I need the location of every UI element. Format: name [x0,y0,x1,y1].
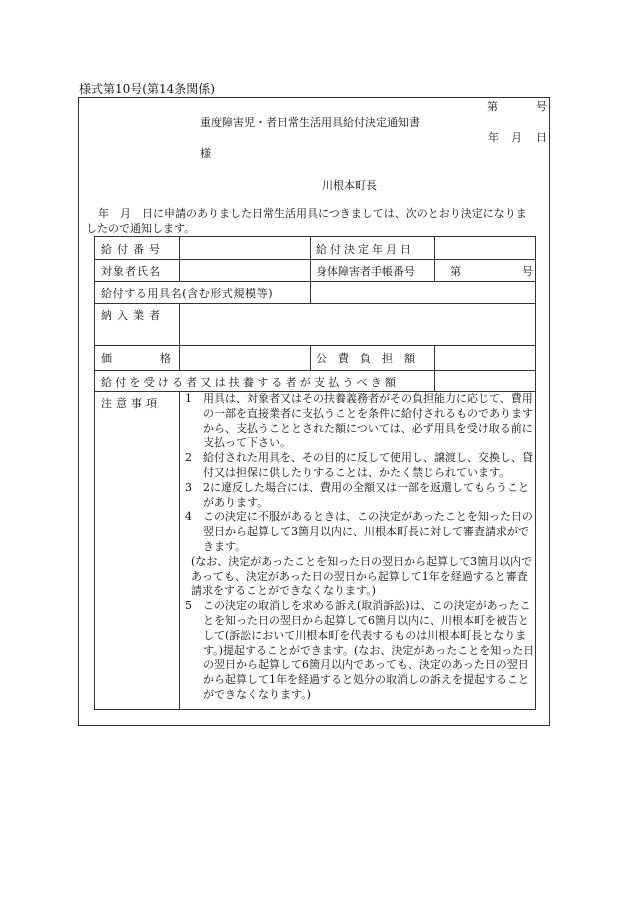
equipment-name-label: 給付する用具名(含む形式規模等) [101,287,274,300]
date-month-label: 月 [511,131,522,144]
note-item: 4 この決定に不服があるときは、この決定があったことを知った日の翌日から起算して3箇月以内に、川根本町長に対して審査請求ができます。 [185,510,533,553]
supplier-label: 納入業者 [101,309,165,322]
payable-amount-label: 給付を受ける者又は扶養する者が支払うべき額 [101,376,400,389]
notes-list [183,392,535,703]
handbook-number-label: 身体障害者手帳番号 [316,265,415,278]
handbook-number-suffix: 号 [522,265,533,278]
document-number-suffix: 号 [536,100,547,113]
date-day-label: 日 [536,131,547,144]
subject-name-label: 対象者氏名 [101,265,161,278]
document-number-prefix: 第 [487,100,498,113]
note-item: (なお、決定があったことを知った日の翌日から起算して3箇月以内であっても、決定があった日の翌日から起算して1年を経過すると審査請求をすることができなくなります。) [191,554,533,598]
addressee-honorific: 様 [200,147,211,160]
decision-date-label: 給付決定年月日 [316,243,414,256]
document-title: 重度障害児・者日常生活用具給付決定通知書 [200,116,420,129]
benefit-number-label: 給付番号 [101,243,165,256]
handbook-number-prefix: 第 [450,265,461,278]
note-item: 1 用具は、対象者又はその扶養義務者がその負担能力に応じて、費用の一部を直接業者に支払うことを条件に給付されるものでありますから、支払うこととされた額については、必ず用具を受け取る前に支払って下さい。 [185,392,533,450]
form-number-label: 様式第10号(第14条関係) [79,82,215,96]
note-item: 5 この決定の取消しを求める訴え(取消訴訟)は、この決定があったことを知った日の翌日から起算して6箇月以内に、川根本町を被告として(訴訟において川根本町を代表するものは川根本町長となります。)提起することができます。(なお、決定があったことを知った日の翌日から起算して6箇月以内であっても、決定のあった日の翌日から起算して1年を経過すると処分の取消しの訴えを提起することができなくなります。) [185,599,535,701]
note-item: 3 2に違反した場合には、費用の全額又は一部を返還してもらうことがあります。 [185,480,529,509]
price-label: 価格 [101,352,219,365]
intro-line-2: したので通知します。 [86,222,196,235]
notes-label: 注意事項 [101,397,161,410]
intro-line-1: 年 月 日に申請のありました日常生活用具につきましては、次のとおり決定になりま [98,207,527,220]
public-share-label: 公費負担額 [316,352,426,365]
intro-paragraph [86,206,546,236]
issuer-name: 川根本町長 [322,179,377,192]
note-item: 2 給付された用具を、その目的に反して使用し、譲渡し、交換し、貸付又は担保に供したりすることは、かたく禁じられています。 [185,451,533,479]
date-year-label: 年 [488,131,499,144]
